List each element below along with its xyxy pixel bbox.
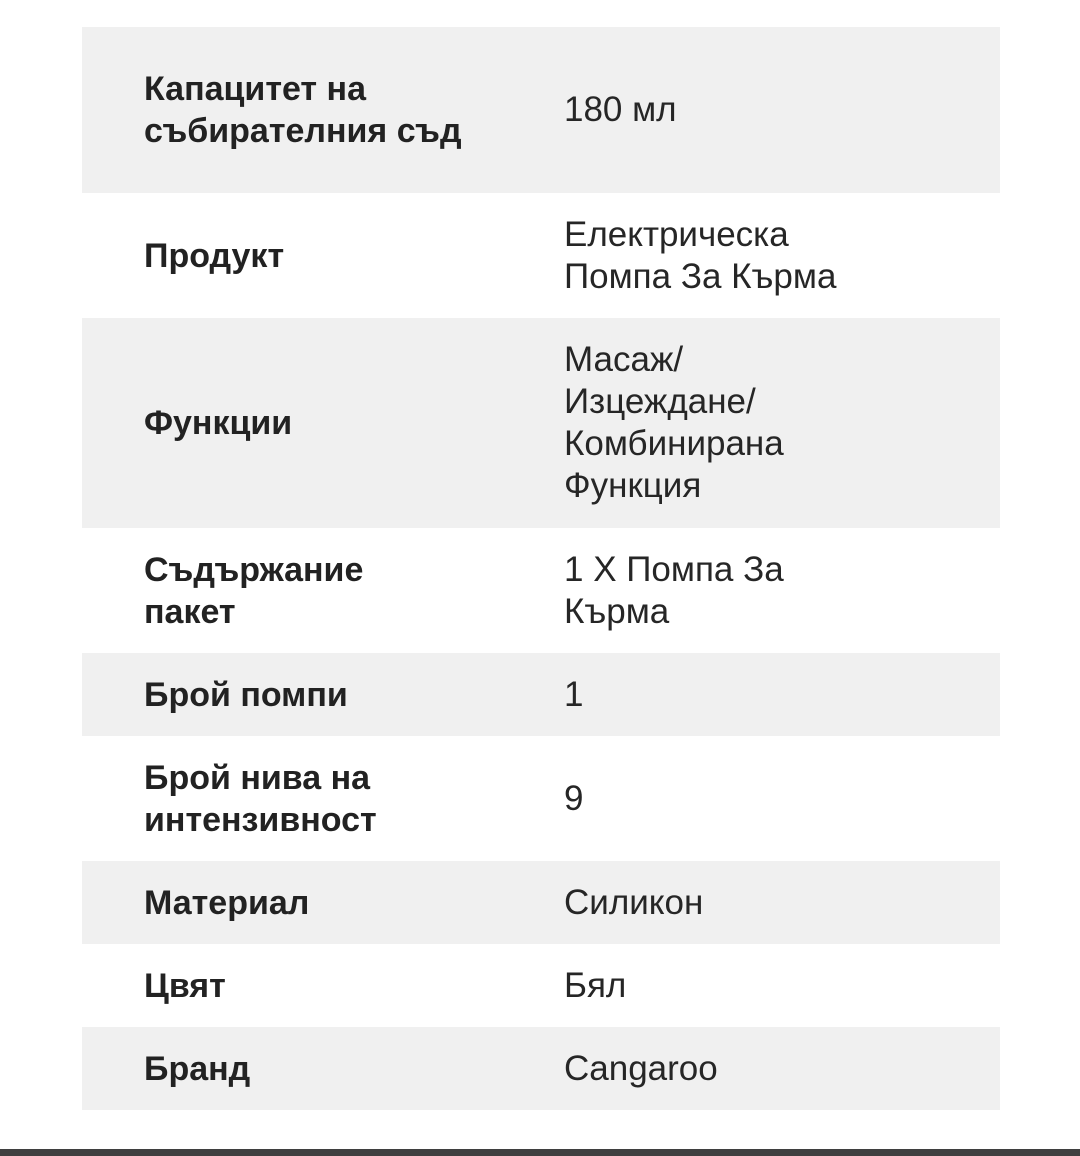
spec-row-pump-count: [82, 653, 1000, 736]
spec-label: Материал: [144, 883, 310, 922]
spec-value: Cangaroo: [564, 1048, 718, 1088]
spec-label: Брой помпи: [144, 675, 348, 714]
spec-label: Бранд: [144, 1049, 251, 1088]
spec-row-product: [82, 193, 1000, 318]
spec-label: Цвят: [144, 966, 226, 1005]
spec-row-functions: [82, 318, 1000, 528]
spec-row-package-contents: [82, 528, 1000, 653]
spec-row-color: [82, 944, 1000, 1027]
spec-row-brand: [82, 1027, 1000, 1110]
bottom-divider: [0, 1149, 1080, 1156]
spec-value: 1: [564, 674, 584, 714]
spec-row-intensity-levels: [82, 736, 1000, 861]
spec-value: Масаж/ Изцеждане/ Комбинирана Функция: [564, 340, 784, 505]
spec-value: 1 Х Помпа За Кърма: [564, 549, 784, 631]
spec-table: [82, 27, 1000, 1110]
spec-value: Бял: [564, 965, 627, 1005]
spec-label: Брой нива на интензивност: [144, 758, 377, 839]
spec-value: 9: [564, 778, 584, 818]
spec-label: Продукт: [144, 236, 285, 275]
spec-label: Функции: [144, 404, 293, 442]
spec-value: Електрическа Помпа За Кърма: [564, 214, 837, 296]
spec-value: 180 мл: [564, 90, 677, 129]
spec-row-capacity: [82, 27, 1000, 193]
spec-value: Силикон: [564, 882, 704, 922]
spec-label: Капацитет на събирателния съд: [144, 70, 462, 150]
spec-row-material: [82, 861, 1000, 944]
spec-label: Съдържание пакет: [144, 550, 364, 631]
